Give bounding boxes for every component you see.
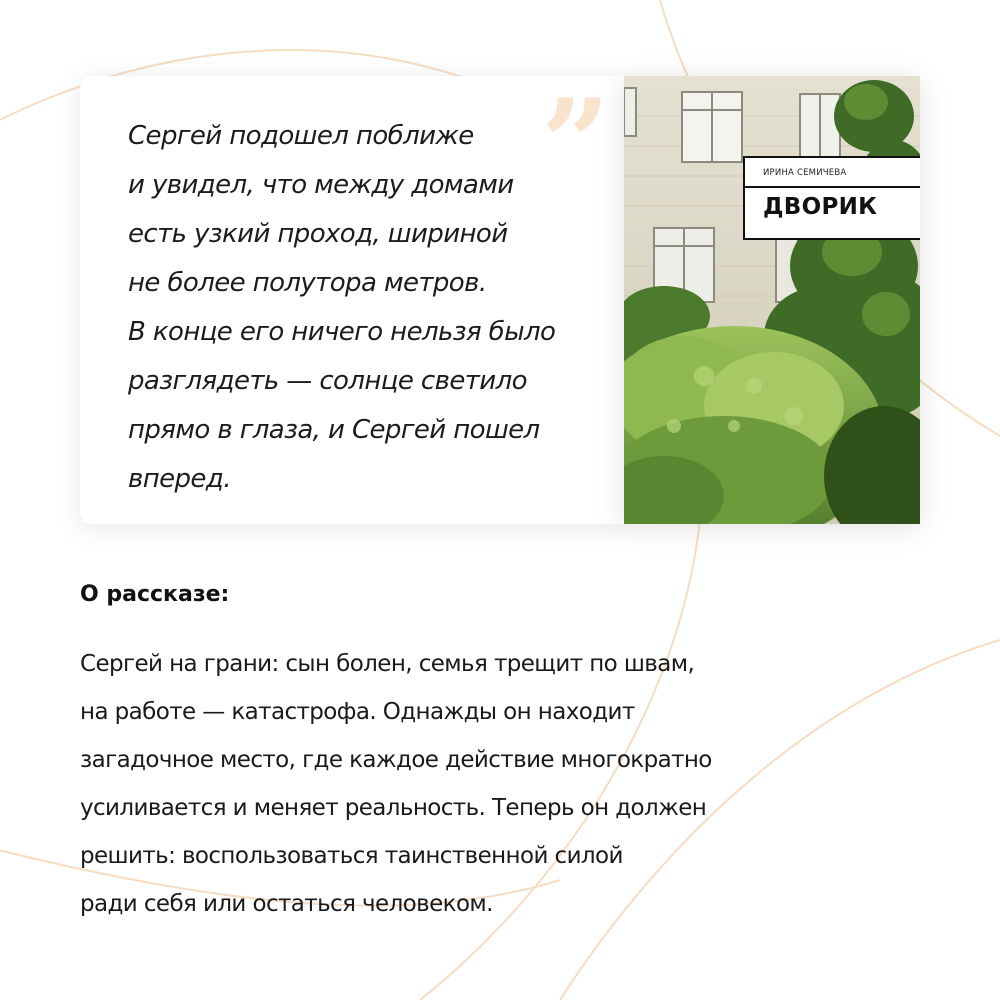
about-line: Сергей на грани: сын болен, семья трещит по швам, <box>80 651 695 677</box>
about-line: загадочное место, где каждое действие многократно <box>80 747 712 773</box>
quote-card <box>80 73 624 524</box>
quote-line: не более полутора метров. <box>128 268 487 298</box>
cover-label-divider <box>745 186 920 188</box>
quote-line: прямо в глаза, и Сергей пошел <box>128 415 540 445</box>
book-cover <box>624 76 920 524</box>
about-line: решить: воспользоваться таинственной силой <box>80 843 623 869</box>
quote-line: Сергей подошел поближе <box>128 121 474 151</box>
quote-line: и увидел, что между домами <box>128 170 514 200</box>
quote-line: разглядеть — солнце светило <box>128 366 527 396</box>
cover-title-label <box>743 156 920 240</box>
quote-mark-icon: ” <box>540 73 610 214</box>
cover-author: ИРИНА СЕМИЧЕВА <box>763 168 847 178</box>
about-heading: О рассказе: <box>80 582 230 607</box>
cover-photo-building-with-ivy <box>624 76 920 524</box>
about-description <box>80 640 940 928</box>
about-line: на работе — катастрофа. Однажды он находит <box>80 699 635 725</box>
quote-line: есть узкий проход, шириной <box>128 219 508 249</box>
cover-title: ДВОРИК <box>763 194 878 220</box>
about-line: ради себя или остаться человеком. <box>80 891 493 917</box>
quote-line: В конце его ничего нельзя было <box>128 317 556 347</box>
quote-line: вперед. <box>128 464 231 494</box>
about-line: усиливается и меняет реальность. Теперь он должен <box>80 795 707 821</box>
quote-text <box>128 112 608 504</box>
